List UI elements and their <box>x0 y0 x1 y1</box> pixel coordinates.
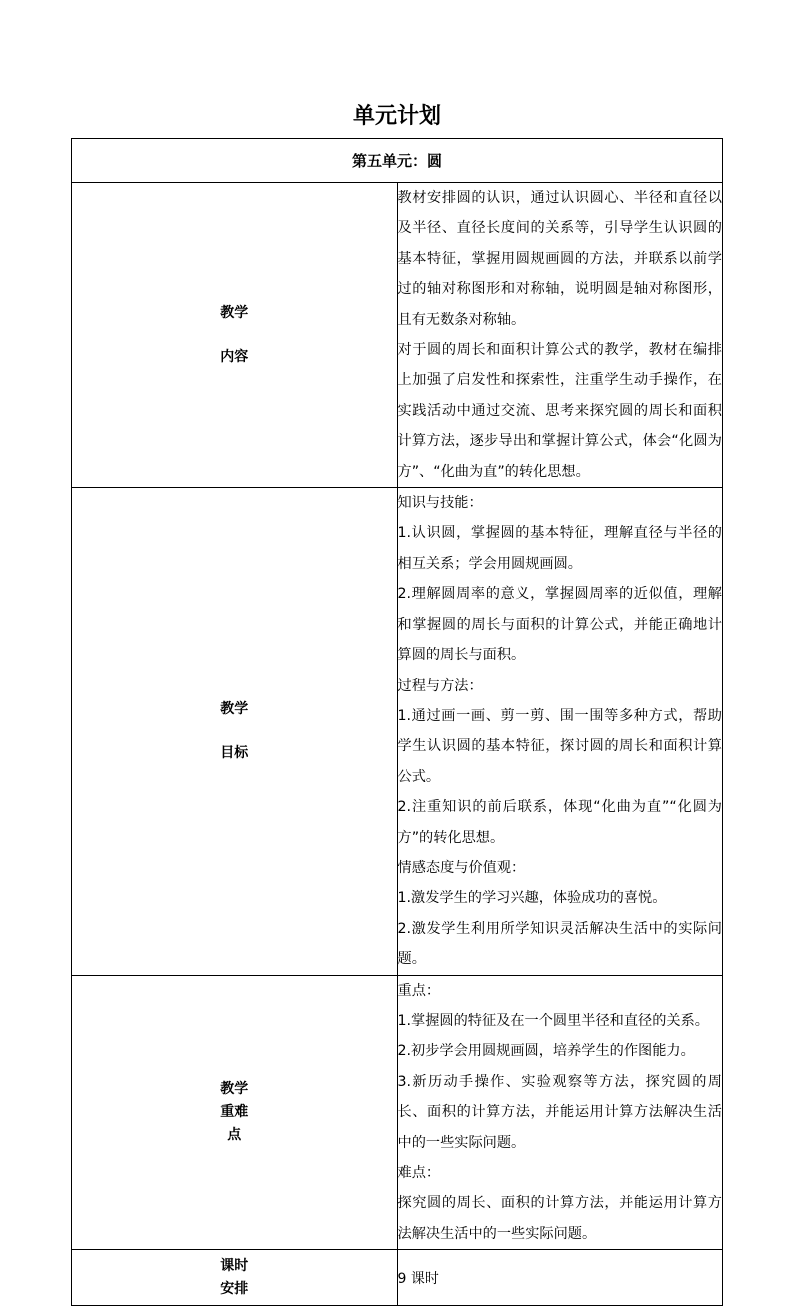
schedule-label <box>72 1250 398 1306</box>
goals-row <box>72 488 723 976</box>
content-row <box>72 183 723 488</box>
content-cell <box>397 183 723 488</box>
goals-line: 1.通过画一画、剪一剪、围一围等多种方式，帮助学生认识圆的基本特征，探讨圆的周长和面积计算公式。 <box>397 707 722 785</box>
schedule-label-line2: 安排 <box>220 1280 249 1297</box>
key-points-line: 探究圆的周长、面积的计算方法，并能运用计算方法解决生活中的一些实际问题。 <box>397 1195 722 1242</box>
content-label-line2: 内容 <box>220 349 249 366</box>
key-points-line: 难点： <box>397 1165 441 1181</box>
goals-line: 知识与技能： <box>397 495 483 512</box>
key-points-line: 2.初步学会用圆规画圆，培养学生的作图能力。 <box>397 1043 695 1060</box>
schedule-row <box>72 1250 723 1306</box>
key-points-line: 3.新历动手操作、实验观察等方法，探究圆的周长、面积的计算方法，并能运用计算方法解决生活中的一些实际问题。 <box>397 1073 722 1151</box>
key-points-row <box>72 975 723 1250</box>
goals-line: 2.激发学生利用所学知识灵活解决生活中的实际问题。 <box>397 920 722 968</box>
page-title: 单元计划 <box>352 104 441 129</box>
content-label-line1: 教学 <box>220 305 249 322</box>
key-points-line: 重点： <box>397 982 441 999</box>
key-points-label-line2: 重难 <box>220 1103 249 1120</box>
goals-line: 情感态度与价值观： <box>397 859 526 876</box>
key-points-line: 1.掌握圆的特征及在一个圆里半径和直径的关系。 <box>397 1012 709 1029</box>
unit-heading-row <box>72 139 723 183</box>
goals-label-line2: 目标 <box>220 745 249 762</box>
key-points-label-line3: 点 <box>227 1126 242 1143</box>
content-paragraph: 对于圆的周长和面积计算公式的教学，教材在编排上加强了启发性和探索性，注重学生动手操作，在实践活动中通过交流、思考来探究圆的周长和面积计算方法，逐步导出和掌握计算公式，体会“化圆为方”、“化曲为直”的转化思想。 <box>397 342 722 480</box>
goals-label-line1: 教学 <box>220 701 249 718</box>
content-paragraph: 教材安排圆的认识，通过认识圆心、半径和直径以及半径、直径长度间的关系等，引导学生认识圆的基本特征，掌握用圆规画圆的方法，并联系以前学过的轴对称图形和对称轴，说明圆是轴对称图形，且有无数条对称轴。 <box>397 190 722 328</box>
goals-label <box>72 488 398 976</box>
goals-cell <box>397 488 723 976</box>
unit-plan-table <box>71 138 723 1306</box>
goals-line: 过程与方法： <box>397 677 483 694</box>
unit-heading: 第五单元：圆 <box>72 139 723 183</box>
goals-line: 1.认识圆，掌握圆的基本特征，理解直径与半径的相互关系；学会用圆规画圆。 <box>397 525 722 572</box>
schedule-label-line1: 课时 <box>220 1257 249 1274</box>
goals-line: 2.注重知识的前后联系，体现“化曲为直”“化圆为方”的转化思想。 <box>397 799 722 846</box>
goals-line: 1.激发学生的学习兴趣，体验成功的喜悦。 <box>397 890 667 907</box>
schedule-value: 9 课时 <box>397 1250 723 1306</box>
content-label <box>72 183 398 488</box>
goals-line: 2.理解圆周率的意义，掌握圆周率的近似值，理解和掌握圆的周长与面积的计算公式，并能正确地计算圆的周长与面积。 <box>397 586 722 664</box>
key-points-cell <box>397 975 723 1250</box>
key-points-label <box>72 975 398 1250</box>
key-points-label-line1: 教学 <box>220 1080 249 1097</box>
